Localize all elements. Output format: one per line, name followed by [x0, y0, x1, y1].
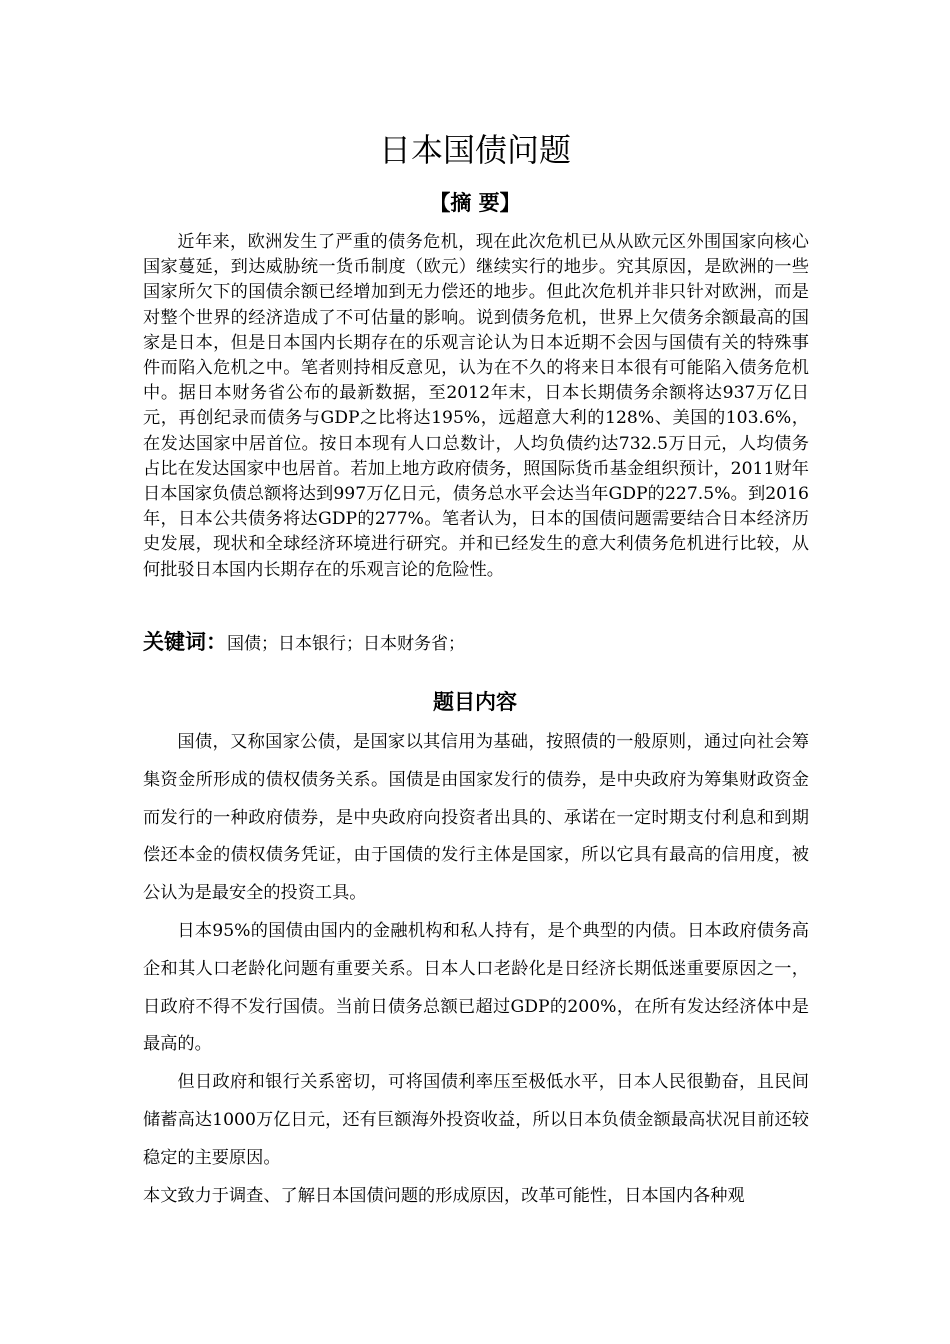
content-body [143, 724, 809, 1215]
keywords-text: 国债；日本银行；日本财务省； [227, 634, 465, 654]
abstract-heading: 【摘 要】 [429, 191, 521, 215]
content-paragraph: 但日政府和银行关系密切，可将国债利率压至极低水平，日本人民很勤奋，且民间储蓄高达1000万亿日元，还有巨额海外投资收益，所以日本负债金额最高状况目前还较稳定的主要原因。 [143, 1072, 809, 1168]
content-paragraph: 日本95%的国债由国内的金融机构和私人持有，是个典型的内债。日本政府债务高企和其人口老龄化问题有重要关系。日本人口老龄化是日经济长期低迷重要原因之一，日政府不得不发行国债。当前日债务总额已超过GDP的200%，在所有发达经济体中是最高的。 [143, 920, 809, 1055]
keywords-colon: ： [206, 630, 227, 654]
abstract-text: 近年来，欧洲发生了严重的债务危机，现在此次危机已从从欧元区外围国家向核心国家蔓延，到达威胁统一货币制度（欧元）继续实行的地步。究其原因，是欧洲的一些国家所欠下的国债余额已经增加到无力偿还的地步。但此次危机并非只针对欧洲，而是对整个世界的经济造成了不可估量的影响。说到债务危机，世界上欠债务余额最高的国家是日本，但是日本国内长期存在的乐观言论认为日本近期不会因与国债有关的特殊事件而陷入危机之中。笔者则持相反意见，认为在不久的将来日本很有可能陷入债务危机中。据日本财务省公布的最新数据，至2012年末，日本长期债务余额将达937万亿日元，再创纪录而债务与GDP之比将达195%，远超意大利的128%、美国的103.6%，在发达国家中居首位。按日本现有人口总数计，人均负债约达732.5万日元，人均债务占比在发达国家中也居首。若加上地方政府债务，照国际货币基金组织预计，2011财年日本国家负债总额将达到997万亿日元，债务总水平会达当年GDP的227.5%。到2016年，日本公共债务将达GDP的277%。笔者认为，日本的国债问题需要结合日本经济历史发展，现状和全球经济环境进行研究。并和已经发生的意大利债务危机进行比较，从何批驳日本国内长期存在的乐观言论的危险性。 [143, 232, 809, 580]
content-paragraph: 国债，又称国家公债，是国家以其信用为基础，按照债的一般原则，通过向社会筹集资金所形成的债权债务关系。国债是由国家发行的债券，是中央政府为筹集财政资金而发行的一种政府债券，是中央政府向投资者出具的、承诺在一定时期支付利息和到期偿还本金的债权债务凭证，由于国债的发行主体是国家，所以它具有最高的信用度，被公认为是最安全的投资工具。 [143, 732, 809, 904]
content-paragraph: 本文致力于调查、了解日本国债问题的形成原因，改革可能性，日本国内各种观 [143, 1185, 745, 1206]
document-title: 日本国债问题 [378, 131, 571, 169]
keywords-line [143, 628, 809, 658]
keywords-label: 关键词 [143, 630, 206, 654]
section-heading: 题目内容 [433, 690, 517, 714]
